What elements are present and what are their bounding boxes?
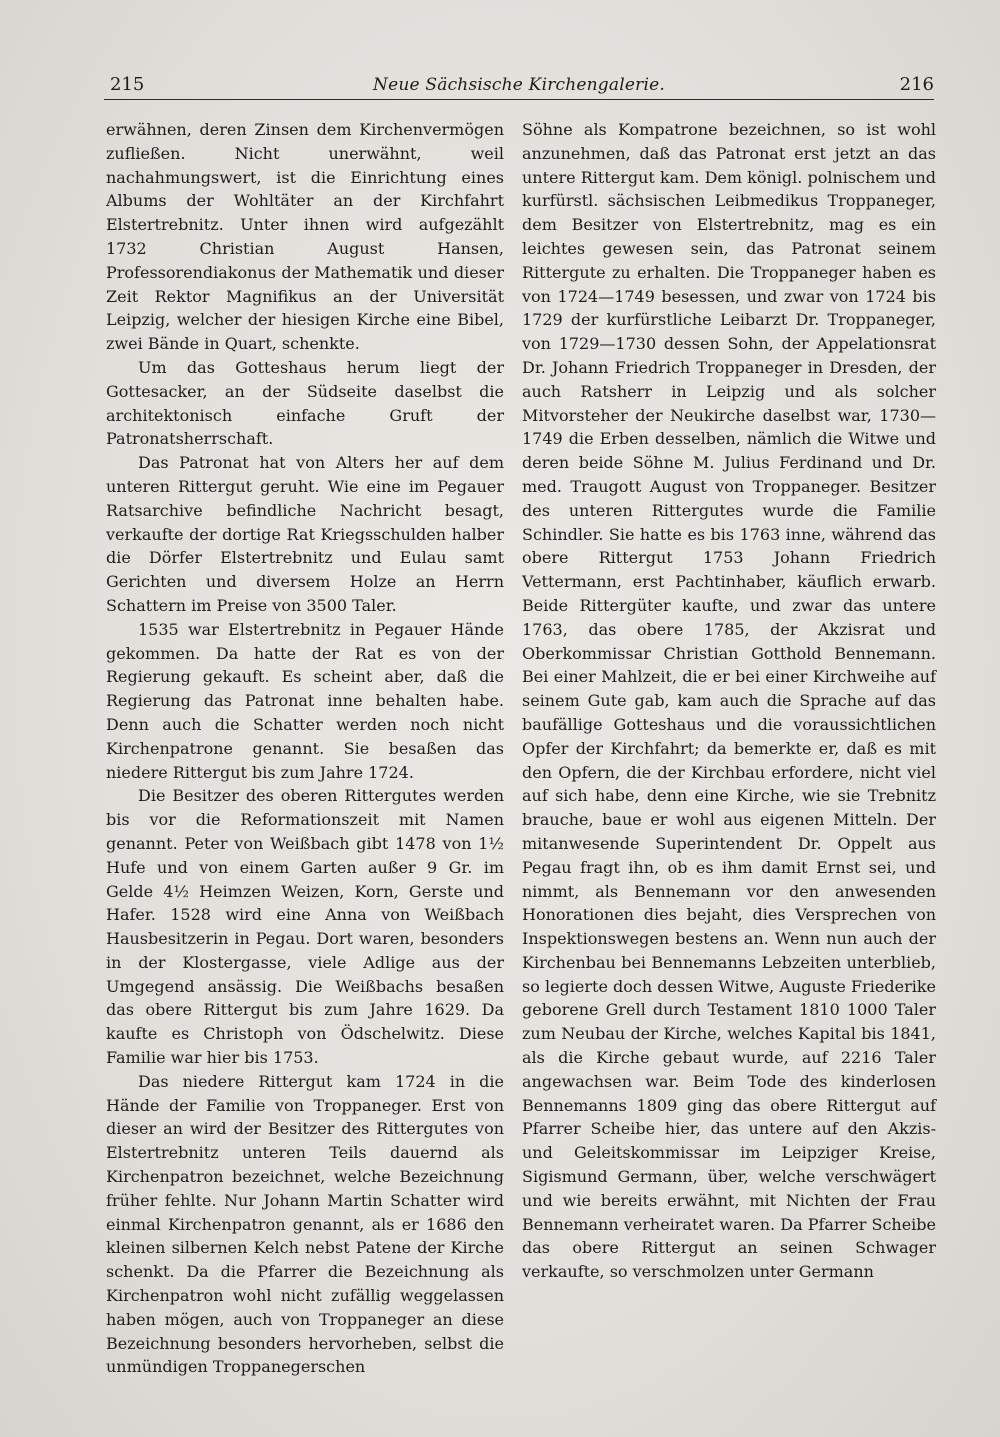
- paragraph: erwähnen, deren Zinsen dem Kirchenvermögen zufließen. Nicht unerwähnt, weil nachahmungswert, ist die Einrichtung eines Albums der Wohltäter an der Kirchfahrt Elstertrebnitz. Unter ihnen wird aufgezählt 1732 Christian August Hansen, Professorendiakonus der Mathematik und dieser Zeit Rektor Magnifikus an der Universität Leipzig, welcher der hiesigen Kirche eine Bibel, zwei Bände in Quart, schenkte.: [106, 120, 504, 354]
- paragraph: Um das Gotteshaus herum liegt der Gottesacker, an der Südseite daselbst die architektonisch einfache Gruft der Patronatsherrschaft.: [106, 357, 504, 449]
- running-title: Neue Sächsische Kirchengalerie.: [373, 75, 665, 95]
- page-number-left: 215: [110, 74, 145, 95]
- paragraph: Das niedere Rittergut kam 1724 in die Hände der Familie von Troppaneger. Erst von dieser an wird der Besitzer des Rittergutes von Elstertrebnitz unteren Teils dauernd als Kirchenpatron bezeichnet, welche Bezeichnung früher fehlte. Nur Johann Martin Schatter wird einmal Kirchenpatron genannt, als er 1686 den kleinen silbernen Kelch nebst Patene der Kirche schenkt. Da die Pfarrer die Bezeichnung als Kirchenpatron wohl nicht zufällig weggelassen haben mögen, auch von Troppaneger an diese Bezeichnung besonders hervorheben, selbst die unmündigen Troppanegerschen: [106, 1071, 504, 1377]
- left-column: [106, 118, 504, 1379]
- right-column: [522, 118, 936, 1284]
- paragraph: 1535 war Elstertrebnitz in Pegauer Hände gekommen. Da hatte der Rat es von der Regierung gekauft. Es scheint aber, daß die Regierung das Patronat inne behalten habe. Denn auch die Schatter werden noch nicht Kirchenpatrone genannt. Sie besaßen das niedere Rittergut bis zum Jahre 1724.: [106, 619, 504, 782]
- running-head: [104, 74, 934, 100]
- paragraph: Das Patronat hat von Alters her auf dem unteren Rittergut geruht. Wie eine im Pegauer Ratsarchive befindliche Nachricht besagt, verkaufte der dortige Rat Kriegsschulden halber die Dörfer Elstertrebnitz und Eulau samt Gerichten und diversem Holze an Herrn Schattern im Preise von 3500 Taler.: [106, 453, 504, 615]
- page-number-right: 216: [899, 74, 934, 95]
- paragraph: Die Besitzer des oberen Rittergutes werden bis vor die Reformationszeit mit Namen genannt. Peter von Weißbach gibt 1478 von 1½ Hufe und von einem Garten außer 9 Gr. im Gelde 4½ Heimzen Weizen, Korn, Gerste und Hafer. 1528 wird eine Anna von Weißbach Hausbesitzerin in Pegau. Dort waren, besonders in der Klostergasse, viele Adlige aus der Umgegend ansässig. Die Weißbachs besaßen das obere Rittergut bis zum Jahre 1629. Da kaufte es Christoph von Ödschelwitz. Diese Familie war hier bis 1753.: [106, 786, 504, 1068]
- header-rule: [104, 99, 934, 100]
- paragraph: Söhne als Kompatrone bezeichnen, so ist wohl anzunehmen, daß das Patronat erst jetzt an das untere Rittergut kam. Dem königl. polnischem und kurfürstl. sächsischen Leibmedikus Troppaneger, dem Besitzer von Elstertrebnitz, mag es ein leichtes gewesen sein, das Patronat seinem Rittergute zu erhalten. Die Troppaneger haben es von 1724—1749 besessen, und zwar von 1724 bis 1729 der kurfürstliche Leibarzt Dr. Troppaneger, von 1729—1730 dessen Sohn, der Appelationsrat Dr. Johann Friedrich Troppaneger in Dresden, der auch Ratsherr in Leipzig und als solcher Mitvorsteher der Neukirche daselbst war, 1730—1749 die Erben desselben, nämlich die Witwe und deren beide Söhne M. Julius Ferdinand und Dr. med. Traugott August von Troppaneger. Besitzer des unteren Rittergutes wurde die Familie Schindler. Sie hatte es bis 1763 inne, während das obere Rittergut 1753 Johann Friedrich Vettermann, erst Pachtinhaber, käuflich erwarb. Beide Rittergüter kaufte, und zwar das untere 1763, das obere 1785, der Akzisrat und Oberkommissar Christian Gotthold Bennemann. Bei einer Mahlzeit, die er bei einer Kirchweihe auf seinem Gute gab, kam auch die Sprache auf das baufällige Gotteshaus und die voraussichtlichen Opfer der Kirchfahrt; da bemerkte er, daß es mit den Opfern, die der Kirchbau erfordere, nicht viel auf sich habe, denn eine Kirche, wie sie Trebnitz brauche, baue er wohl aus eigenen Mitteln. Der mitanwesende Superintendent Dr. Oppelt aus Pegau fragt ihn, ob es ihm damit Ernst sei, und nimmt, als Bennemann vor den anwesenden Honorationen dies bejaht, dies Versprechen von Inspektionswegen bestens an. Wenn nun auch der Kirchenbau bei Bennemanns Lebzeiten unterblieb, so legierte doch dessen Witwe, Auguste Friederike geborene Grell durch Testament 1810 1000 Taler zum Neubau der Kirche, welches Kapital bis 1841, als die Kirche gebaut wurde, auf 2216 Taler angewachsen war. Beim Tode des kinderlosen Bennemanns 1809 ging das obere Rittergut auf Pfarrer Scheibe hier, das untere auf den Akzis- und Geleitskommissar im Leipziger Kreise, Sigismund Germann, über, welche verschwägert und wie bereits erwähnt, mit Nichten der Frau Bennemann verheiratet waren. Da Pfarrer Scheibe das obere Rittergut an seinen Schwager verkaufte, so verschmolzen unter Germann: [522, 120, 936, 1282]
